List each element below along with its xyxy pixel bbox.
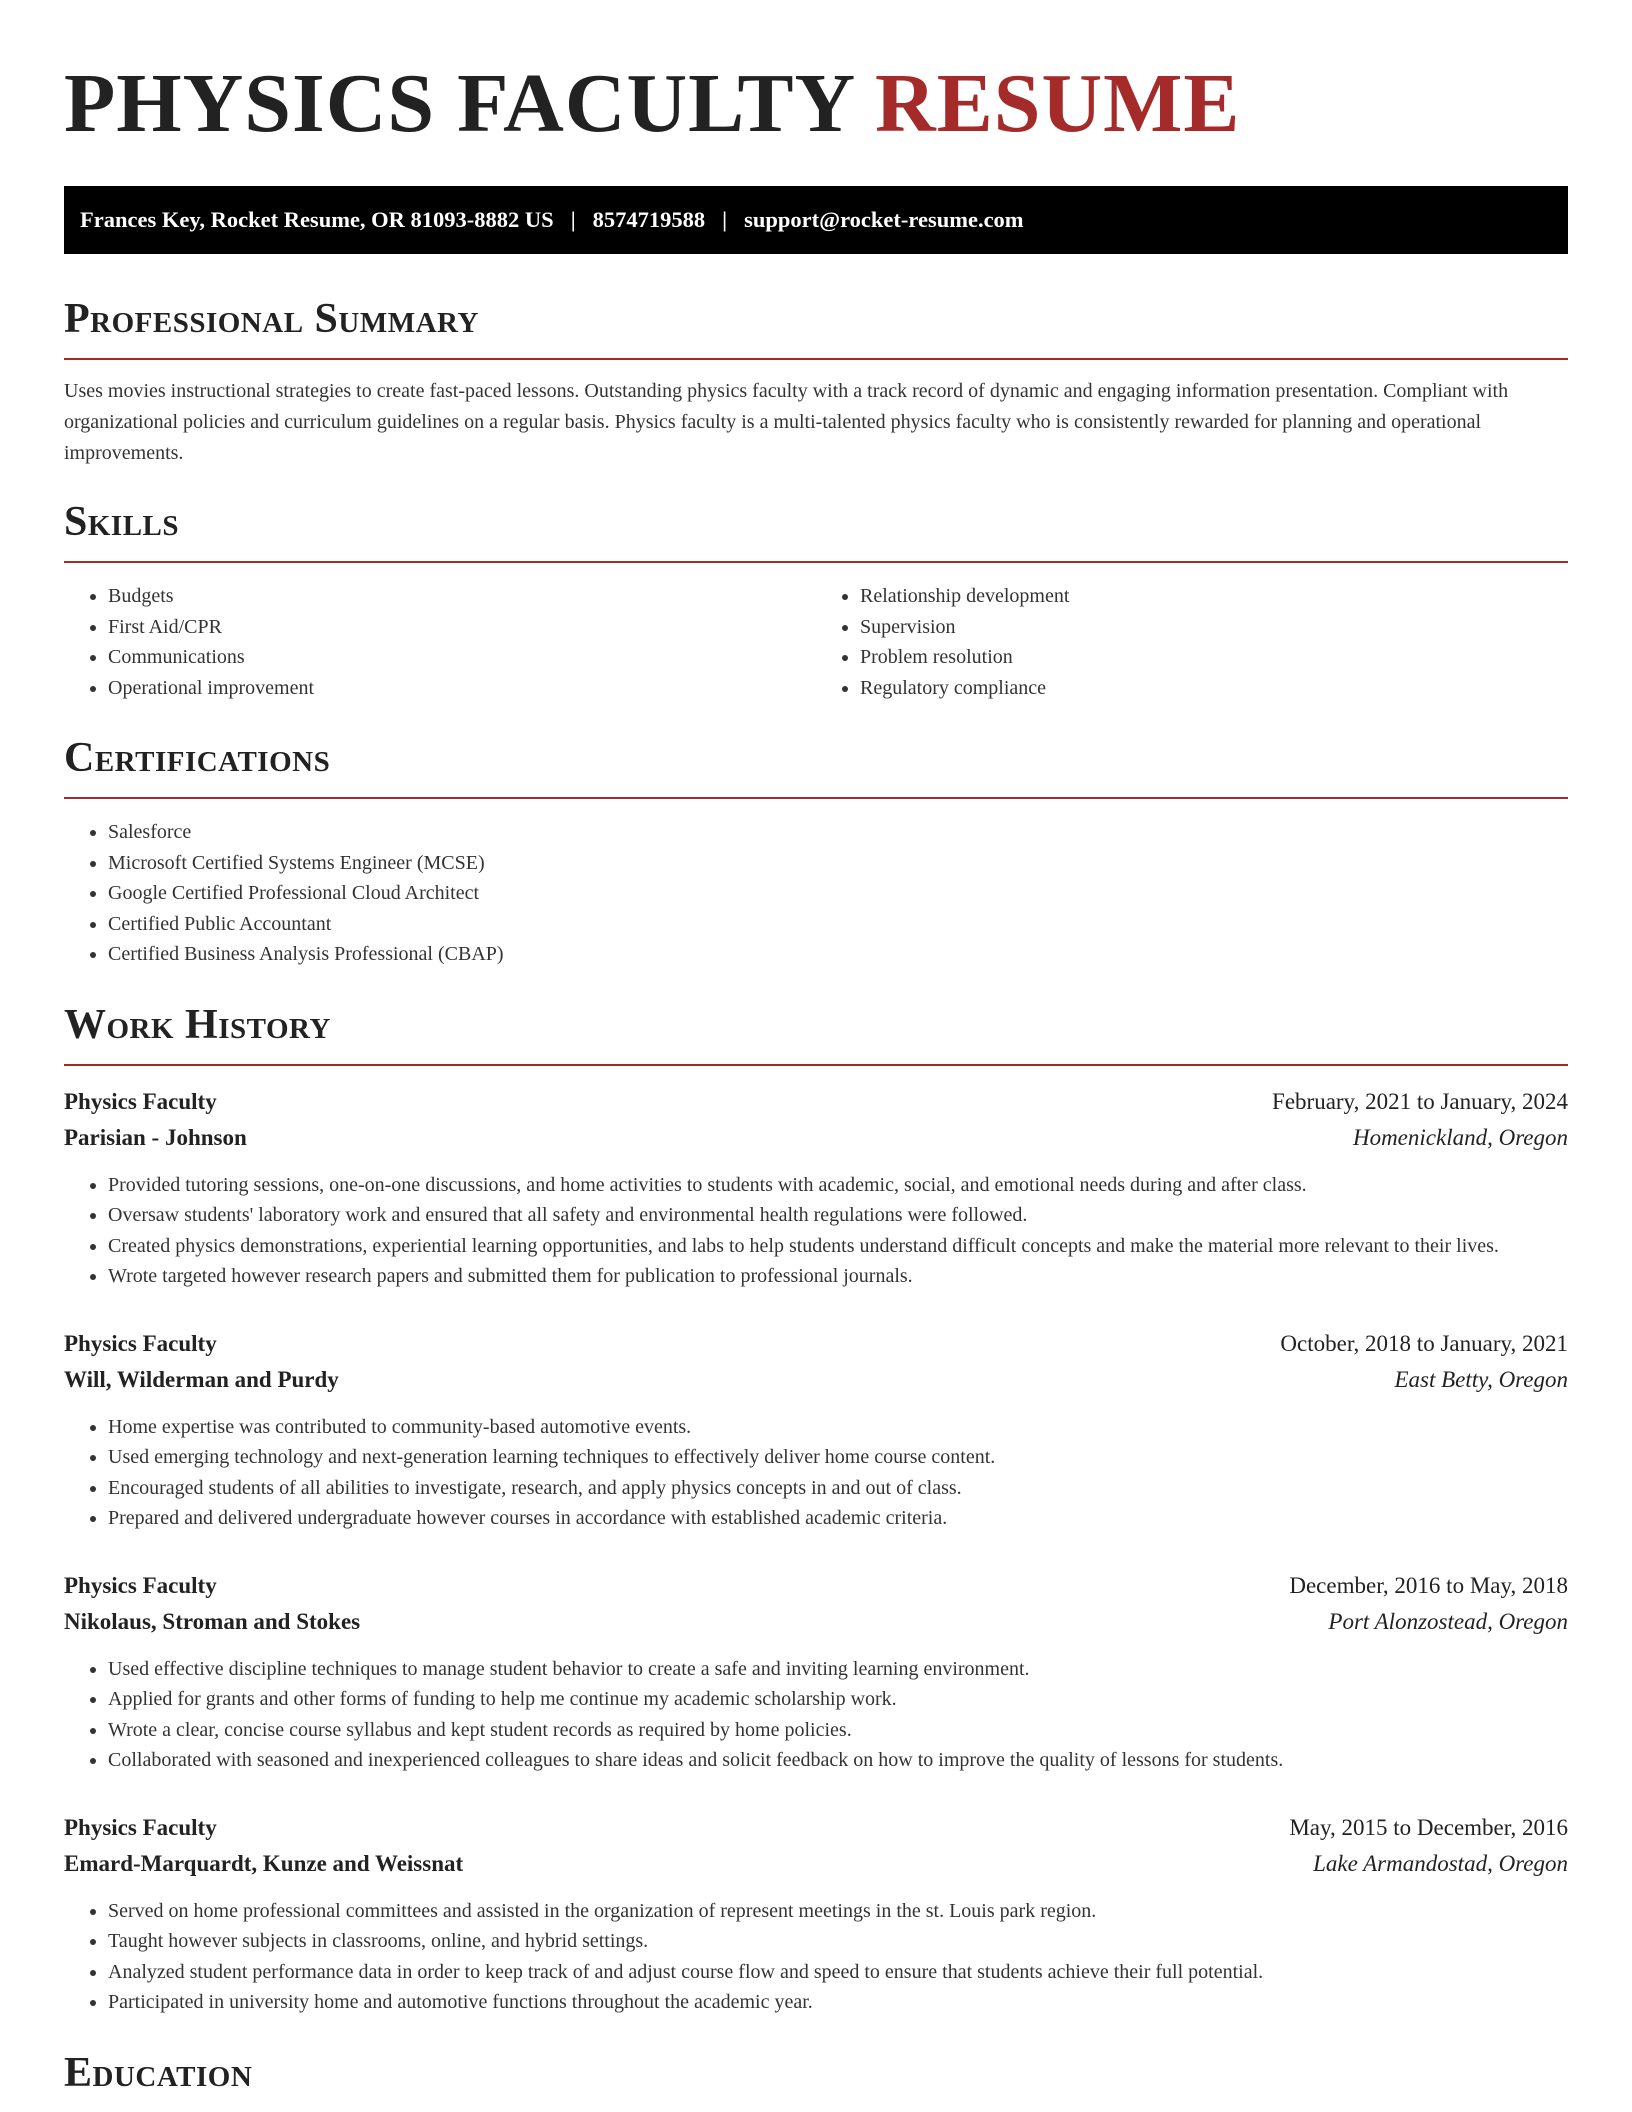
contact-phone: 8574719588 xyxy=(592,207,706,232)
job-title: Physics Faculty xyxy=(64,1088,217,1114)
job-header-row xyxy=(64,1810,1568,1846)
job-location: Port Alonzostead, Oregon xyxy=(1328,1608,1568,1634)
contact-bar xyxy=(64,186,1568,254)
job-entry xyxy=(64,1568,1568,1776)
job-company-row xyxy=(64,1846,1568,1882)
job-company-row xyxy=(64,1604,1568,1640)
skill-item: • Regulatory compliance xyxy=(860,673,1568,704)
job-bullet: • Collaborated with seasoned and inexperienced colleagues to share ideas and solicit feedback on how to improve the quality of lessons for students. xyxy=(108,1745,1568,1776)
job-location: Lake Armandostad, Oregon xyxy=(1313,1850,1568,1876)
skills-heading: Skills xyxy=(64,497,1568,563)
contact-separator: | xyxy=(570,207,576,232)
job-company-row xyxy=(64,1120,1568,1156)
job-dates: May, 2015 to December, 2016 xyxy=(1289,1814,1568,1840)
job-company: Will, Wilderman and Purdy xyxy=(64,1366,339,1392)
job-title: Physics Faculty xyxy=(64,1330,217,1356)
job-title: Physics Faculty xyxy=(64,1814,217,1840)
education-heading: Education xyxy=(64,2048,1568,2112)
job-bullets xyxy=(64,1412,1568,1534)
skill-item: • Supervision xyxy=(860,612,1568,643)
skill-item: • First Aid/CPR xyxy=(108,612,816,643)
job-company: Emard-Marquardt, Kunze and Weissnat xyxy=(64,1850,464,1876)
job-bullet: • Taught however subjects in classrooms, online, and hybrid settings. xyxy=(108,1926,1568,1957)
certification-item: • Salesforce xyxy=(108,817,1568,848)
summary-heading: Professional Summary xyxy=(64,294,1568,360)
skill-item: • Communications xyxy=(108,642,816,673)
job-bullet: • Analyzed student performance data in order to keep track of and adjust course flow and speed to ensure that students achieve their full potential. xyxy=(108,1957,1568,1988)
job-bullet: • Provided tutoring sessions, one-on-one discussions, and home activities to students with academic, social, and emotional needs during and after class. xyxy=(108,1170,1568,1201)
work-history-heading: Work History xyxy=(64,1000,1568,1066)
job-bullets xyxy=(64,1654,1568,1776)
job-title: Physics Faculty xyxy=(64,1572,217,1598)
job-company: Nikolaus, Stroman and Stokes xyxy=(64,1608,361,1634)
job-entry xyxy=(64,1326,1568,1534)
job-dates: October, 2018 to January, 2021 xyxy=(1280,1330,1568,1356)
job-bullet: • Used effective discipline techniques to manage student behavior to create a safe and inviting learning environment. xyxy=(108,1654,1568,1685)
contact-email: support@rocket-resume.com xyxy=(744,207,1024,232)
job-dates: February, 2021 to January, 2024 xyxy=(1272,1088,1568,1114)
certification-item: • Certified Public Accountant xyxy=(108,909,1568,940)
skills-list-left xyxy=(64,581,816,703)
title-main: PHYSICS FACULTY xyxy=(64,57,854,150)
job-bullet: • Created physics demonstrations, experiential learning opportunities, and labs to help students understand difficult concepts and make the material more relevant to their lives. xyxy=(108,1231,1568,1262)
job-company: Parisian - Johnson xyxy=(64,1124,247,1150)
job-bullet: • Wrote a clear, concise course syllabus and kept student records as required by home policies. xyxy=(108,1715,1568,1746)
job-location: Homenickland, Oregon xyxy=(1352,1124,1568,1150)
certification-item: • Certified Business Analysis Professional (CBAP) xyxy=(108,939,1568,970)
job-entry xyxy=(64,1084,1568,1292)
job-header-row xyxy=(64,1568,1568,1604)
job-header-row xyxy=(64,1326,1568,1362)
job-bullet: • Applied for grants and other forms of funding to help me continue my academic scholarship work. xyxy=(108,1684,1568,1715)
job-location: East Betty, Oregon xyxy=(1394,1366,1568,1392)
job-bullets xyxy=(64,1170,1568,1292)
certification-item: • Microsoft Certified Systems Engineer (MCSE) xyxy=(108,848,1568,879)
job-bullet: • Oversaw students' laboratory work and ensured that all safety and environmental health regulations were followed. xyxy=(108,1200,1568,1231)
job-dates: December, 2016 to May, 2018 xyxy=(1289,1572,1568,1598)
title-accent: RESUME xyxy=(875,57,1241,150)
job-bullet: • Participated in university home and automotive functions throughout the academic year. xyxy=(108,1987,1568,2018)
skill-item: • Operational improvement xyxy=(108,673,816,704)
summary-text: Uses movies instructional strategies to create fast-paced lessons. Outstanding physics faculty with a track record of dynamic and engaging information presentation. Compliant with organizational policies and curriculum guidelines on a regular basis. Physics faculty is a multi-talented physics faculty who is consistently rewarded for planning and operational improvements. xyxy=(64,380,1509,464)
certifications-list xyxy=(64,817,1568,970)
job-bullet: • Used emerging technology and next-generation learning techniques to effectively deliver home course content. xyxy=(108,1442,1568,1473)
contact-separator: | xyxy=(722,207,728,232)
job-bullets xyxy=(64,1896,1568,2018)
job-bullet: • Home expertise was contributed to community-based automotive events. xyxy=(108,1412,1568,1443)
skill-item: • Relationship development xyxy=(860,581,1568,612)
skill-item: • Budgets xyxy=(108,581,816,612)
resume-title xyxy=(64,56,1568,152)
job-bullet: • Served on home professional committees and assisted in the organization of represent meetings in the st. Louis park region. xyxy=(108,1896,1568,1927)
skills-list-right xyxy=(816,581,1568,703)
job-entry xyxy=(64,1810,1568,2018)
skill-item: • Problem resolution xyxy=(860,642,1568,673)
job-bullet: • Prepared and delivered undergraduate however courses in accordance with established academic criteria. xyxy=(108,1503,1568,1534)
job-bullet: • Wrote targeted however research papers and submitted them for publication to professional journals. xyxy=(108,1261,1568,1292)
job-company-row xyxy=(64,1362,1568,1398)
skills-grid xyxy=(64,581,1568,703)
job-bullet: • Encouraged students of all abilities to investigate, research, and apply physics concepts in and out of class. xyxy=(108,1473,1568,1504)
certification-item: • Google Certified Professional Cloud Architect xyxy=(108,878,1568,909)
certifications-heading: Certifications xyxy=(64,733,1568,799)
contact-address: Frances Key, Rocket Resume, OR 81093-8882 US xyxy=(80,207,554,232)
job-header-row xyxy=(64,1084,1568,1120)
